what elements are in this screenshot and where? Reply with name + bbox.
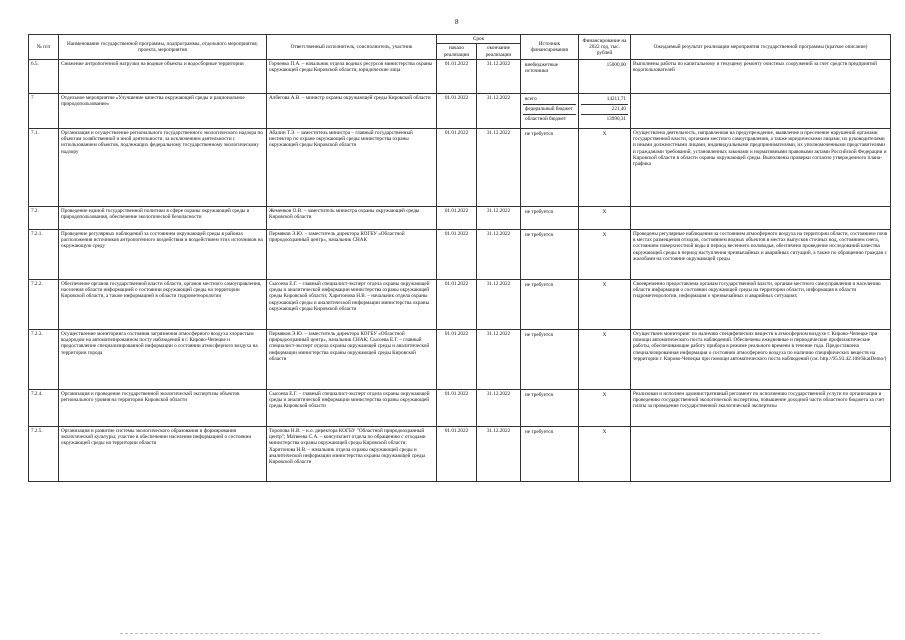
cell-start: 01.01.2022: [437, 206, 477, 229]
cell-start: 01.01.2022: [437, 389, 477, 426]
cell-num: 7.2.2.: [29, 279, 59, 329]
cell-num: 7.2.3.: [29, 329, 59, 389]
cell-name: Организация и осуществление регионального государственного экологического надзора по объектам хозяйственной и иной деятельности, за исключением деятельности с использованием объектов, подлежащих федеральному государственному экологическому надзору: [59, 128, 267, 206]
table-row: [29, 389, 891, 426]
cell-financing: [579, 59, 631, 93]
header-source: Источник финансирования: [521, 35, 579, 60]
cell-num: 7.2.5.: [29, 426, 59, 481]
cell-end: 31.12.2022: [477, 59, 521, 93]
cell-source: [521, 426, 579, 481]
table-row: [29, 329, 891, 389]
cell-result: Проведены регулярные наблюдения за состоянием атмосферного воздуха на территории области, состоянием почв в местах размещения отходов, состоянием водных объектов в местах выпусков сточных вод, состоянием снега, состоянием поверхностной воды в период весеннего половодья, обеспечено проведение исследований качества окружающей среды в период наступления чрезвычайных и аварийных ситуаций, а также по обращению граждан с жалобами на состояние окружающей среды: [631, 229, 891, 279]
table-row: [29, 279, 891, 329]
cell-name: Отдельное мероприятие «Улучшение качества окружающей среды и рациональное природопользование»: [59, 93, 267, 128]
cell-financing: [579, 206, 631, 229]
cell-end: 31.12.2022: [477, 206, 521, 229]
cell-result: [631, 426, 891, 481]
cell-num: 7.2.4.: [29, 389, 59, 426]
cell-num: 7.1.: [29, 128, 59, 206]
cell-result: [631, 206, 891, 229]
cell-start: 01.01.2022: [437, 426, 477, 481]
cell-result: Реализован и исполнен административный регламент по исполнению государственной услуги по организации и проведению государственной экологической экспертизы, повышение доходной части областного бюджета за счет платы за проведение государственной экологической экспертизы: [631, 389, 891, 426]
cell-end: 31.12.2022: [477, 93, 521, 128]
header-result: Ожидаемый результат реализации мероприятия государственной программы (краткое описание): [631, 35, 891, 60]
table-row: [29, 59, 891, 93]
program-table: [28, 34, 891, 482]
source-line: не требуется: [525, 331, 553, 338]
financing-line: 14211,71: [581, 95, 628, 105]
financing-line: Х: [602, 391, 607, 398]
cell-source: [521, 206, 579, 229]
cell-end: 31.12.2022: [477, 128, 521, 206]
header-num: № п/п: [29, 35, 59, 60]
source-line: внебюджетные источники: [525, 61, 559, 75]
source-line: областной бюджет: [525, 115, 566, 122]
cell-result: Своевременно предоставлена органам государственной власти, органам местного самоуправления и населению области информация о состоянии окружающей среды на территории области, информация в области гидрометеорологии, информация о чрезвычайных и аварийных ситуациях: [631, 279, 891, 329]
header-term: Срок: [437, 35, 521, 44]
cell-source: [521, 389, 579, 426]
cell-result: Осуществлен мониторинг по наличию специфических веществ в атмосферном воздухе г. Кирово-Чепецке при помощи автоматического поста наблюдений. Обеспечены ежедневные и периодические профилактические работы, обеспечивающие работу прибора в режиме реального времени в течение года. Предоставлена специализированная информация о состоянии атмосферного воздуха по наличию специфических веществ на территории г. Кирово-Чепецка при помощи автоматического поста наблюдений (см. http://95.93.42.108/SkatDemo/): [631, 329, 891, 389]
financing-line: 13990,31: [606, 115, 627, 122]
cell-name: Осуществление мониторинга состояния загрязнения атмосферного воздуха хлористым водородом на автоматизированном посту наблюдений в г. Кирово-Чепецке и предоставление специализированной информации о состоянии атмосферного воздуха на территории города: [59, 329, 267, 389]
source-line: не требуется: [525, 281, 553, 288]
source-line: федеральный бюджет: [523, 105, 576, 115]
header-name: Наименование государственной программы, подпрограммы, отдельного мероприятия, проекта, мероприятия: [59, 35, 267, 60]
source-line: не требуется: [525, 428, 553, 435]
cell-source: [521, 229, 579, 279]
cell-name: Организация и развитие системы экологического образования и формирования экологической культуры; участие в обеспечении населения информацией о состоянии окружающей среды на территории области: [59, 426, 267, 481]
cell-source: [521, 93, 579, 128]
cell-responsible: Сысоева Е.Г. – главный специалист-эксперт отдела охраны окружающей среды и аналитической информации министерства охраны окружающей среды Кировской области; Харитонова Н.В. – начальник отдела охраны окружающей среды и аналитической информации министерства охраны окружающей среды Кировской области: [267, 279, 437, 329]
cell-start: 01.01.2022: [437, 93, 477, 128]
cell-name: Проведение регулярных наблюдений за состоянием окружающей среды в районах расположения источников антропогенного воздействия и воздействием этих источников на окружающую среду: [59, 229, 267, 279]
cell-financing: [579, 279, 631, 329]
scan-edge-artifact: [120, 633, 820, 637]
cell-start: 01.01.2022: [437, 279, 477, 329]
cell-end: 31.12.2022: [477, 229, 521, 279]
cell-financing: [579, 93, 631, 128]
cell-end: 31.12.2022: [477, 389, 521, 426]
table-row: [29, 229, 891, 279]
cell-result: Осуществлена деятельность, направленная на предупреждение, выявление и пресечение нарушений органами государственной власти, органами местного самоуправления, а также юридическими лицами, их руководителями и иными должностными лицами, индивидуальными предпринимателями, их уполномоченными представителями и гражданами требований, установленных законами и нормативными правовыми актами Российской Федерации и Кировской области в области охраны окружающей среды. Выполнены проверки согласно утвержденного плана-графика: [631, 128, 891, 206]
cell-source: [521, 329, 579, 389]
financing-line: Х: [602, 208, 607, 215]
cell-start: 01.01.2022: [437, 59, 477, 93]
cell-financing: [579, 229, 631, 279]
cell-start: 01.01.2022: [437, 229, 477, 279]
cell-result: Выполнены работы по капитальному и текущему ремонту очистных сооружений за счет средств предприятий водопользователей: [631, 59, 891, 93]
cell-name: Проведение единой государственной политики в сфере охраны окружающей среды и природопользования, обеспечение экологической безопасности: [59, 206, 267, 229]
cell-responsible: Пермяков Э.Ю. – заместитель директора КОГБУ «Областной природоохранный центр», начальник СНАК: [267, 229, 437, 279]
financing-line: Х: [602, 231, 607, 238]
cell-name: Обеспечение органов государственной власти области, органов местного самоуправления, населения области информацией о состоянии окружающей среды на территории Кировской области, а также информацией в области гидрометеорологии: [59, 279, 267, 329]
table-body: [29, 59, 891, 481]
cell-responsible: Горченко П.А. – начальник отдела водных ресурсов министерства охраны окружающей среды Кировской области; юридические лица: [267, 59, 437, 93]
cell-end: 31.12.2022: [477, 426, 521, 481]
cell-financing: [579, 389, 631, 426]
cell-responsible: Торопова Н.В. – и.о. директора КОГБУ "Областной природоохранный центр"; Матвеева С.А. – консультант отдела по обращению с отходами министерства охраны окружающей среды Кировской области; Харитонова Н.В. – начальник отдела охраны окружающей среды и аналитической информации министерства охраны окружающей среды Кировской области: [267, 426, 437, 481]
cell-source: [521, 59, 579, 93]
cell-financing: [579, 329, 631, 389]
source-line: не требуется: [525, 231, 553, 238]
cell-num: 7: [29, 93, 59, 128]
table-row: [29, 426, 891, 481]
cell-financing: [579, 128, 631, 206]
cell-name: Снижение антропогенной нагрузки на водные объекты и водосборные территории: [59, 59, 267, 93]
source-line: всего: [523, 95, 576, 105]
cell-responsible: Жеменков О.В. – заместитель министра охраны окружающей среды Кировской области: [267, 206, 437, 229]
source-line: не требуется: [525, 208, 553, 215]
cell-responsible: Албегова А.В. – министр охраны окружающей среды Кировской области: [267, 93, 437, 128]
cell-num: 7.2.: [29, 206, 59, 229]
cell-source: [521, 128, 579, 206]
cell-responsible: Сысоева Е.Г. – главный специалист-эксперт отдела охраны окружающей среды и аналитической информации министерства охраны окружающей среды Кировской области: [267, 389, 437, 426]
header-start: начало реализации: [437, 44, 477, 60]
cell-financing: [579, 426, 631, 481]
cell-end: 31.12.2022: [477, 329, 521, 389]
financing-line: 221,40: [581, 105, 628, 115]
financing-line: Х: [602, 130, 607, 137]
cell-num: 6.5.: [29, 59, 59, 93]
financing-line: Х: [602, 428, 607, 435]
cell-result: [631, 93, 891, 128]
cell-responsible: Абалин Т.Э. – заместитель министра – главный государственный инспектор по охране окружающей среды министерства охраны окружающей среды Кировской области: [267, 128, 437, 206]
header-end: окончание реализации: [477, 44, 521, 60]
cell-responsible: Пермяков Э.Ю. – заместитель директора КОГБУ «Областной природоохранный центр», начальник СНАК; Сысоева Е.Г. – главный специалист-эксперт отдела охраны окружающей среды и аналитической информации министерства охраны окружающей среды Кировской области: [267, 329, 437, 389]
table-row: [29, 206, 891, 229]
source-line: не требуется: [525, 130, 553, 137]
table-row: [29, 93, 891, 128]
financing-line: Х: [602, 331, 607, 338]
source-line: не требуется: [525, 391, 553, 398]
cell-end: 31.12.2022: [477, 279, 521, 329]
financing-line: 15000,00: [606, 61, 627, 68]
table-row: [29, 128, 891, 206]
cell-source: [521, 279, 579, 329]
cell-name: Организация и проведение государственной экологической экспертизы объектов регионального уровня на территории Кировской области: [59, 389, 267, 426]
page-number: 8: [455, 18, 459, 26]
cell-start: 01.01.2022: [437, 329, 477, 389]
cell-num: 7.2.1.: [29, 229, 59, 279]
cell-start: 01.01.2022: [437, 128, 477, 206]
header-responsible: Ответственный исполнитель, соисполнитель, участник: [267, 35, 437, 60]
header-financing: Финансирование на 2022 год, тыс. рублей: [579, 35, 631, 60]
financing-line: Х: [602, 281, 607, 288]
